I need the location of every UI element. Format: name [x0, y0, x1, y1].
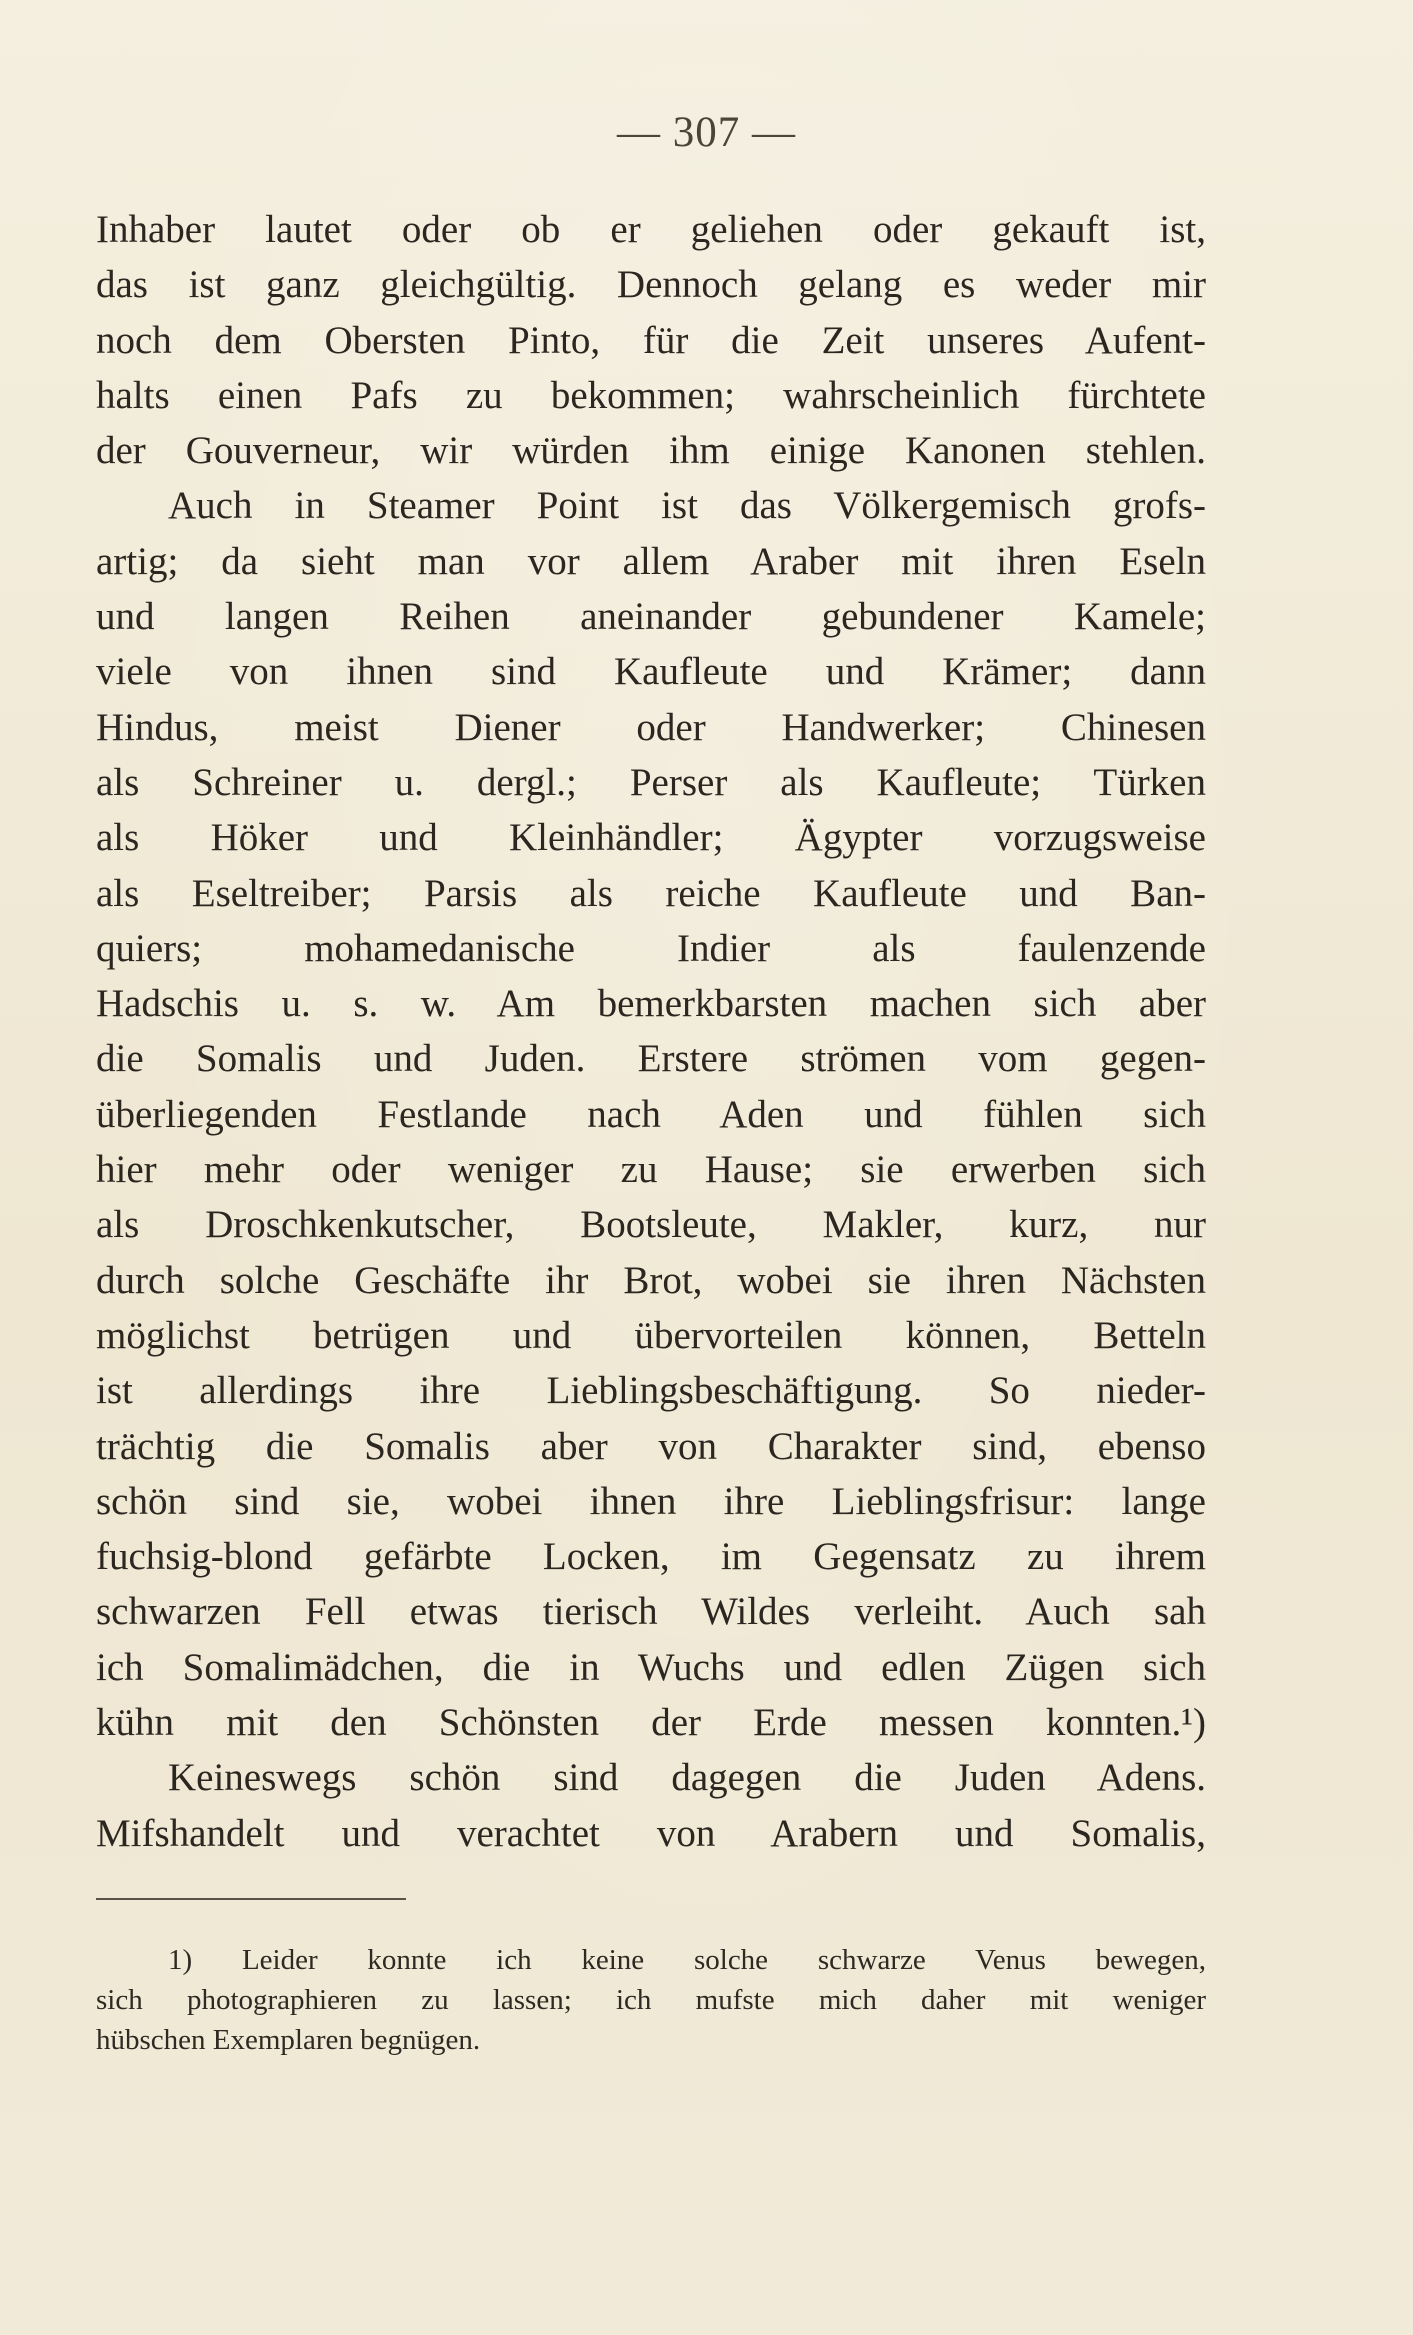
text-line: ich Somalimädchen, die in Wuchs und edlen Zügen sich: [96, 1645, 1206, 1689]
text-line: schwarzen Fell etwas tierisch Wildes verleiht. Auch sah: [96, 1590, 1206, 1634]
text-line: artig; da sieht man vor allem Araber mit ihren Eseln: [96, 539, 1206, 583]
text-line: Hadschis u. s. w. Am bemerkbarsten machen sich aber: [96, 982, 1206, 1026]
footnote-divider: [96, 1898, 406, 1900]
text-line: als Höker und Kleinhändler; Ägypter vorzugsweise: [96, 816, 1206, 860]
text-line: fuchsig-blond gefärbte Locken, im Gegensatz zu ihrem: [96, 1535, 1206, 1579]
text-line: als Schreiner u. dergl.; Perser als Kaufleute; Türken: [96, 760, 1206, 804]
text-line: möglichst betrügen und übervorteilen können, Betteln: [96, 1313, 1206, 1357]
text-line: und langen Reihen aneinander gebundener Kamele;: [96, 595, 1206, 639]
text-line: Keineswegs schön sind dagegen die Juden Adens.: [168, 1756, 1206, 1800]
text-line: quiers; mohamedanische Indier als faulenzende: [96, 926, 1206, 970]
text-line: Mifshandelt und verachtet von Arabern und Somalis,: [96, 1811, 1206, 1855]
text-line: Auch in Steamer Point ist das Völkergemisch grofs-: [168, 484, 1206, 528]
footnote-line: hübschen Exemplaren begnügen.: [96, 2024, 481, 2056]
text-line: als Eseltreiber; Parsis als reiche Kaufleute und Ban-: [96, 871, 1206, 915]
text-line: noch dem Obersten Pinto, für die Zeit unseres Aufent-: [96, 318, 1206, 362]
text-line: hier mehr oder weniger zu Hause; sie erwerben sich: [96, 1148, 1206, 1192]
footnote-line: sich photographieren zu lassen; ich mufste mich daher mit weniger: [96, 1984, 1206, 2016]
footnote: [96, 1940, 1206, 2060]
text-line: Hindus, meist Diener oder Handwerker; Chinesen: [96, 705, 1206, 749]
text-line: Inhaber lautet oder ob er geliehen oder gekauft ist,: [96, 208, 1206, 251]
text-line: durch solche Geschäfte ihr Brot, wobei sie ihren Nächsten: [96, 1258, 1206, 1302]
text-line: schön sind sie, wobei ihnen ihre Lieblingsfrisur: lange: [96, 1479, 1206, 1523]
text-line: ist allerdings ihre Lieblingsbeschäftigung. So nieder-: [96, 1369, 1206, 1413]
text-line: als Droschkenkutscher, Bootsleute, Makler, kurz, nur: [96, 1203, 1206, 1247]
footnote-line: 1) Leider konnte ich keine solche schwarze Venus bewegen,: [168, 1944, 1206, 1976]
main-text: [96, 202, 1206, 1861]
text-line: überliegenden Festlande nach Aden und fühlen sich: [96, 1092, 1206, 1136]
text-line: trächtig die Somalis aber von Charakter sind, ebenso: [96, 1424, 1206, 1468]
text-line: kühn mit den Schönsten der Erde messen konnten.¹): [96, 1701, 1206, 1745]
page-number: — 307 —: [617, 109, 796, 156]
text-line: die Somalis und Juden. Erstere strömen vom gegen-: [96, 1037, 1206, 1081]
text-line: der Gouverneur, wir würden ihm einige Kanonen stehlen.: [96, 429, 1206, 473]
text-line: halts einen Pafs zu bekommen; wahrscheinlich fürchtete: [96, 373, 1206, 417]
text-line: das ist ganz gleichgültig. Dennoch gelang es weder mir: [96, 263, 1206, 307]
text-line: viele von ihnen sind Kaufleute und Krämer; dann: [96, 650, 1206, 694]
